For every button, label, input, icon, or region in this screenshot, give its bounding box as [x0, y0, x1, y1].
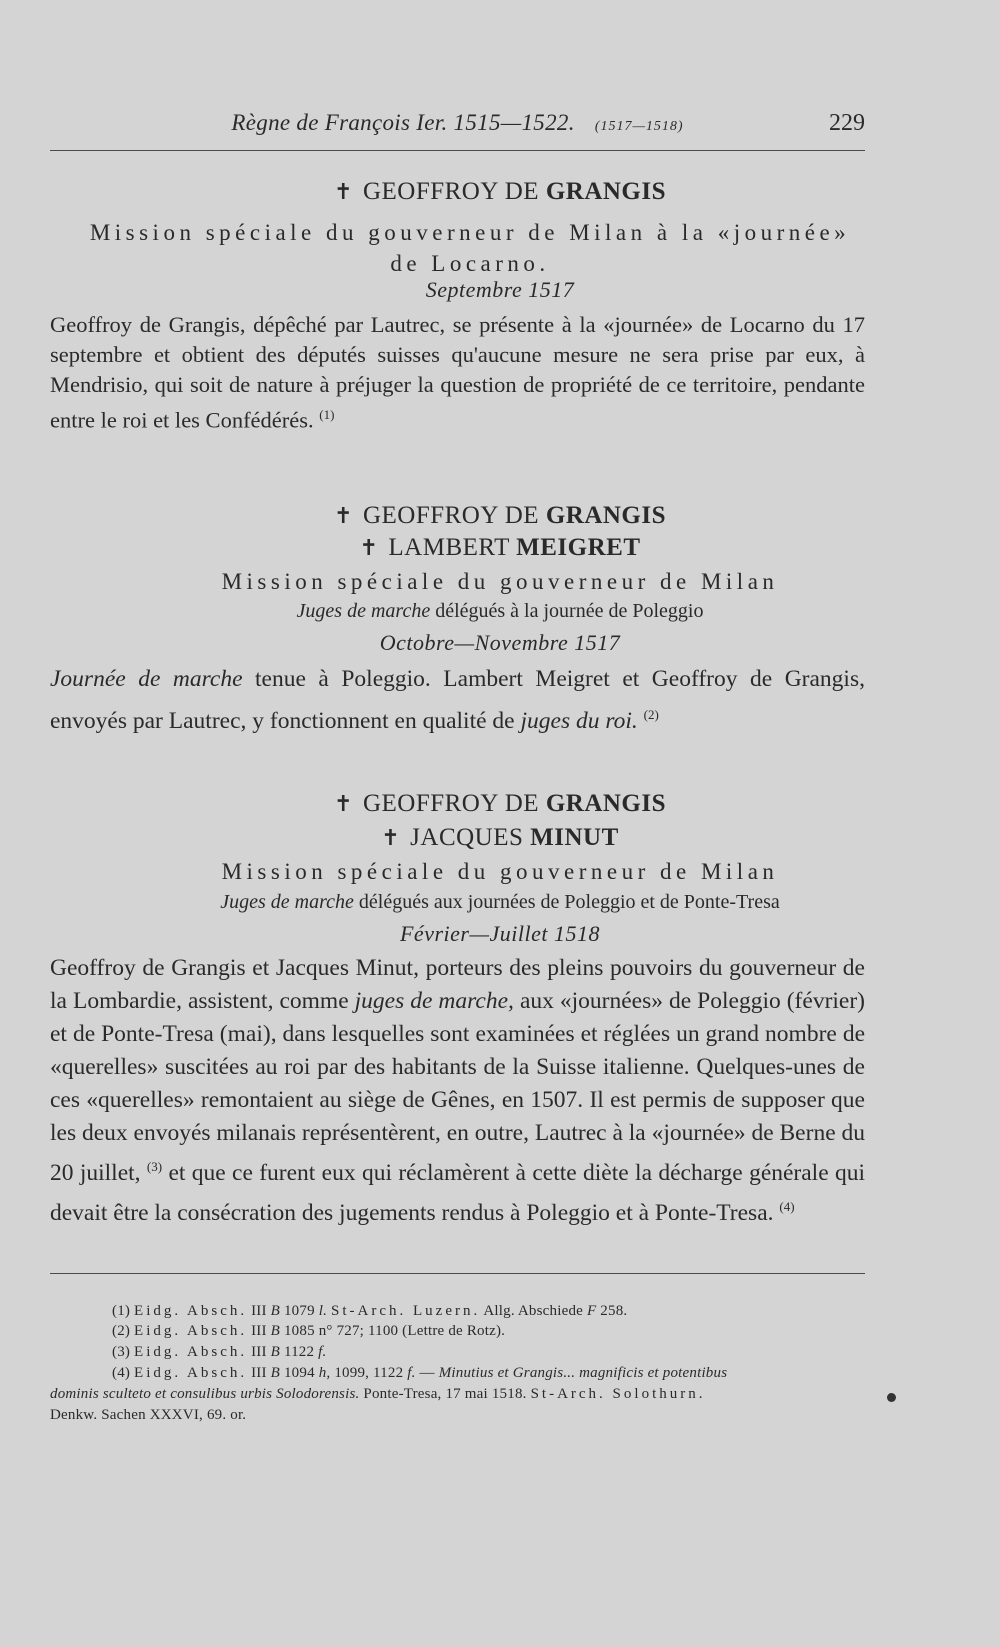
- section2-date: Octobre—Novembre 1517: [379, 630, 621, 655]
- footnote-1: (1) Eidg. Absch. III B 1079 l. St-Arch. Luzern. Allg. Abschiede F 258.: [112, 1303, 628, 1319]
- section3-paragraph: Geoffroy de Grangis et Jacques Minut, porteurs des pleins pouvoirs du gouverneur de la Lombardie, assistent, comme juges de marche, aux «journées» de Poleggio (février) et de Ponte-Tresa (mai), dans lesquelles sont examinées et réglées un grand nombre de «querelles» suscitées au roi par des habitants de la Suisse italienne. Quelques-unes de ces «querelles» remontaient au siège de Gênes, en 1507. Il est permis de supposer que les deux envoyés milanais représentèrent, en outre, Lautrec à la «journée» de Berne du 20 juillet, $^{(3)}$ et que ce furent eux qui réclamèrent à cette diète la décharge générale qui devait être la consécration des jugements rendus à Poleggio et à Ponte-Tresa. $^{(4)}$: [50, 955, 866, 1226]
- section1-mission: Mission spéciale du gouverneur de Milan à la «journée» de Locarno.: [89, 220, 851, 276]
- page-number: 229: [829, 110, 865, 136]
- footnote-4: (4) Eidg. Absch. III B 1094 h, 1099, 1122 f. — Minutius et Grangis... magnificis et potentibus: [112, 1365, 728, 1381]
- section3-date: Février—Juillet 1518: [399, 921, 600, 946]
- section1-heading: ✝ GEOFFROY DE GRANGIS: [334, 178, 666, 205]
- printer-mark: [887, 1393, 896, 1402]
- footnote-4-line3: Denkw. Sachen XXXVI, 69. or.: [50, 1407, 247, 1423]
- section1-date: Septembre 1517: [425, 277, 575, 302]
- cross-icon: ✝: [334, 503, 353, 528]
- running-header: [50, 110, 865, 151]
- footnote-rule: [50, 1273, 865, 1274]
- footnote-4-line2: dominis sculteto et consulibus urbis Solodorensis. Ponte-Tresa, 17 mai 1518. St-Arch. Solothurn.: [50, 1386, 706, 1402]
- section2-heading2: ✝ LAMBERT MEIGRET: [359, 534, 641, 561]
- footnote-ref: (4): [779, 1198, 795, 1214]
- section3-heading1: ✝ GEOFFROY DE GRANGIS: [334, 790, 666, 817]
- section3-heading2: ✝ JACQUES MINUT: [381, 824, 619, 851]
- footnote-ref: (3): [146, 1159, 163, 1174]
- header-title: [50, 110, 865, 136]
- footnote-ref: (1): [319, 407, 335, 422]
- section3-mission: Mission spéciale du gouverneur de Milan: [221, 859, 779, 884]
- footnote-3: (3) Eidg. Absch. III B 1122 f.: [112, 1344, 327, 1360]
- header-years: (1517—1518): [594, 119, 684, 134]
- section2-mission: Mission spéciale du gouverneur de Milan: [221, 569, 779, 594]
- cross-icon: ✝: [334, 179, 353, 204]
- section2-heading1: ✝ GEOFFROY DE GRANGIS: [334, 502, 666, 529]
- reign-title: Règne de François Ier. 1515—1522.: [231, 110, 575, 135]
- cross-icon: ✝: [381, 825, 401, 850]
- section2-paragraph: Journée de marche tenue à Poleggio. Lambert Meigret et Geoffroy de Grangis, envoyés par Lautrec, y fonctionnent en qualité de juges du roi. $^{(2)}$: [50, 666, 865, 734]
- footnote-ref: (2): [643, 707, 659, 722]
- cross-icon: ✝: [334, 791, 353, 816]
- section2-juges: Juges de marche délégués à la journée de Poleggio: [296, 600, 704, 622]
- section1-paragraph: Geoffroy de Grangis, dépêché par Lautrec, se présente à la «journée» de Locarno du 17 septembre et obtient des députés suisses qu'aucune mesure ne sera prise par eux, à Mendrisio, qui soit de nature à préjuger la question de propriété de ce territoire, pendante entre le roi et les Confédérés. $^{(1)}$: [50, 312, 865, 433]
- cross-icon: ✝: [359, 535, 379, 560]
- footnote-2: (2) Eidg. Absch. III B 1085 n° 727; 1100 (Lettre de Rotz).: [112, 1323, 506, 1339]
- section3-juges: Juges de marche délégués aux journées de Poleggio et de Ponte-Tresa: [220, 891, 780, 913]
